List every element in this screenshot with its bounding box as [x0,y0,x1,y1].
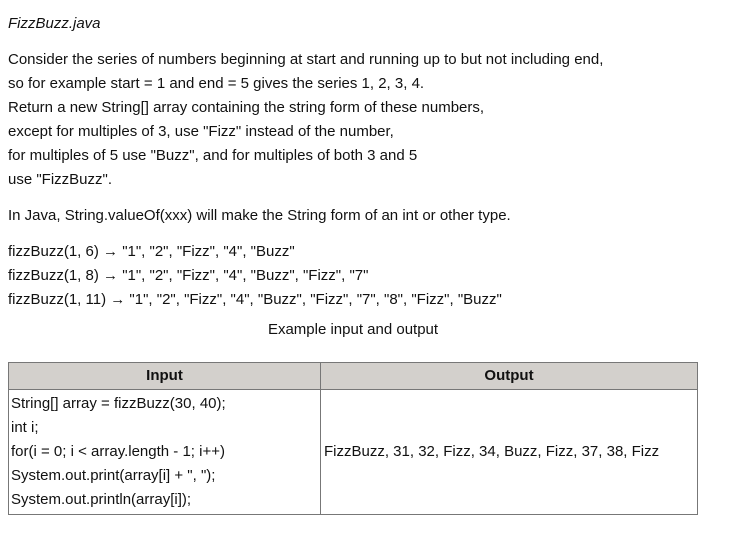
table-header-row [9,363,698,390]
code-line: System.out.println(array[i]); [11,491,192,508]
input-column-header: Input [9,363,321,390]
table-row [9,390,698,515]
description-line: Return a new String[] array containing the string form of these numbers, [8,99,485,116]
example-line: fizzBuzz(1, 8) → "1", "2", "Fizz", "4", "Buzz", "Fizz", "7" [8,267,369,284]
problem-statement [8,12,728,515]
file-name: FizzBuzz.java [8,15,101,32]
description-line: so for example start = 1 and end = 5 gives the series 1, 2, 3, 4. [8,75,425,92]
output-column-header: Output [321,363,698,390]
input-cell [9,390,321,515]
code-line: System.out.print(array[i] + ", "); [11,467,216,484]
hint-paragraph: In Java, String.valueOf(xxx) will make the String form of an int or other type. [8,207,511,224]
description-line: for multiples of 5 use "Buzz", and for multiples of both 3 and 5 [8,147,418,164]
description-line: Consider the series of numbers beginning at start and running up to but not including end, [8,51,604,68]
example-line: fizzBuzz(1, 11) → "1", "2", "Fizz", "4", "Buzz", "Fizz", "7", "8", "Fizz", "Buzz" [8,291,502,308]
example-line: fizzBuzz(1, 6) → "1", "2", "Fizz", "4", "Buzz" [8,243,295,260]
description-paragraph [8,48,728,192]
code-line: String[] array = fizzBuzz(30, 40); [11,395,226,412]
code-line: int i; [11,419,39,436]
description-line: except for multiples of 3, use "Fizz" instead of the number, [8,123,394,140]
table-caption: Example input and output [267,321,439,338]
description-line: use "FizzBuzz". [8,171,113,188]
examples-list [8,240,728,312]
input-output-table [8,362,698,515]
code-line: for(i = 0; i < array.length - 1; i++) [11,443,225,460]
output-cell: FizzBuzz, 31, 32, Fizz, 34, Buzz, Fizz, 37, 38, Fizz [321,390,698,515]
